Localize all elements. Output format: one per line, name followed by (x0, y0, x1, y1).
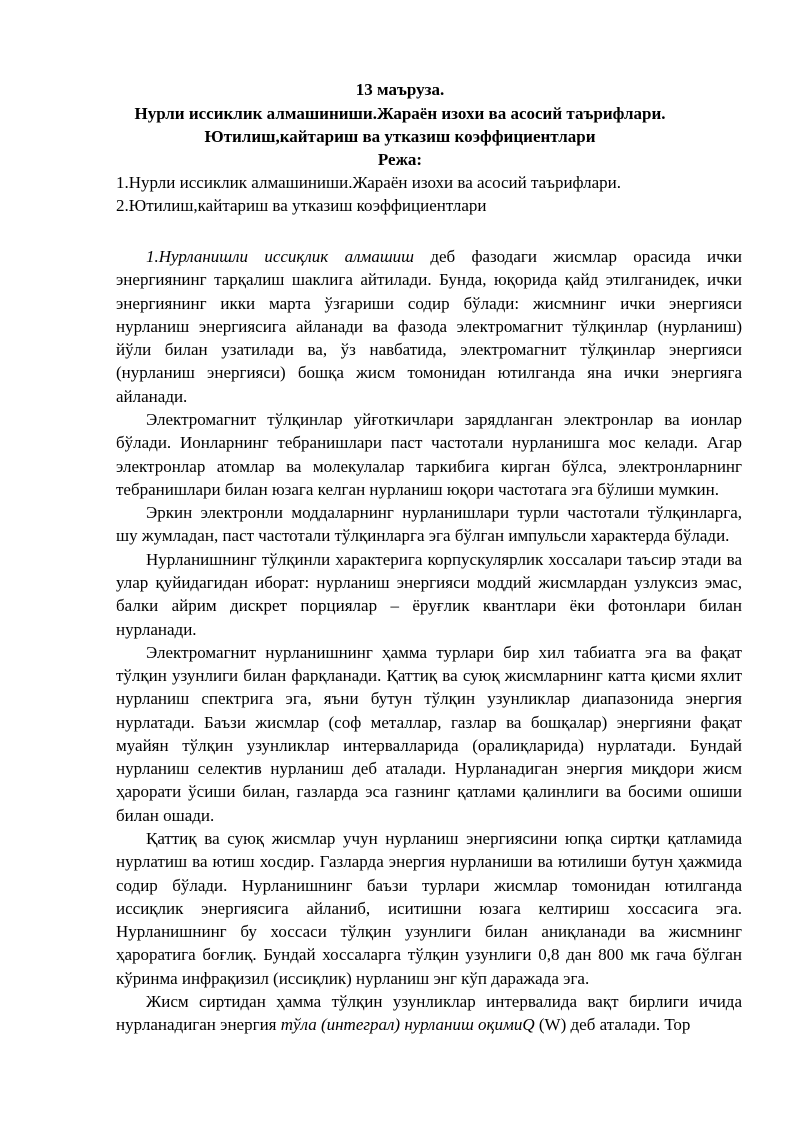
paragraph-2: Электромагнит тўлқинлар уйғоткичлари зарядланган электронлар ва ионлар бўлади. Ионларнинг тебранишлари паст частотали нурланишга мос келади. Агар электронлар атомлар ва молекулалар таркибига кирган бўлса, электронларнинг тебранишлари билан юзага келган нурланиш юқори частотага эга бўлиши мумкин. (116, 409, 742, 499)
paragraph-1-text: деб фазодаги жисмлар орасида ички энергиянинг тарқалиш шаклига айтилади. Бунда, юқорида қайд этилганидек, ички энергиянинг икки марта ўзгариши содир бўлади: жисмнинг ички энергияси нурланиш энергиясига айланади ва фазода электромагнит тўлқинлар (нурланиш) йўли билан узатилади ва, ўз навбатида, электромагнит тўлқинлар энергияси (нурланиш энергияси) бошқа жисм томонидан ютилганда яна ички энергияга айланади. (116, 247, 742, 406)
paragraph-5: Электромагнит нурланишнинг ҳамма турлари бир хил табиатга эга ва фақат тўлқин узунлиги билан фарқланади. Қаттиқ ва суюқ жисмларнинг катта қисми яхлит нурланиш спектрига эга, яъни бутун тўлқин узунликлар диапазонида энергия нурлатади. Баъзи жисмлар (соф металлар, газлар ва бошқалар) энергияни фақат муайян тўлқин узунликлар интервалларида (оралиқларида) нурлатади. Бундай нурланиш селектив нурланиш деб аталади. Нурланадиган энергия миқдори жисм ҳарорати ўсиши билан, газларда эса газнинг қатлами қалинлиги ва босими ошиши билан ошади. (116, 642, 742, 825)
lecture-title-line-1: Нурли иссиклик алмашиниши.Жараён изохи ва асосий таърифлари. (134, 104, 666, 123)
plan-item-2: 2.Ютилиш,кайтариш ва утказиш коэффициентлари (116, 196, 487, 215)
paragraph-7-text-end: (W) деб аталади. Тор (534, 1015, 691, 1035)
lecture-body (116, 245, 742, 1037)
paragraph-4: Нурланишнинг тўлқинли характерига корпускулярлик хоссалари таъсир этади ва улар қуйидагидан иборат: нурланиш энергияси моддий жисмлардан узлуксиз эмас, балки айрим дискрет порциялар – ёруғлик квантлари ёки фотонлари билан нурланади. (116, 549, 742, 639)
term-radiative-heat-exchange: 1.Нурланишли иссиқлик алмашиш (146, 247, 414, 266)
paragraph-7-text-start: Жисм сиртидан ҳамма тўлқин узунликлар интервалида вақт бирлиги ичида нурланадиган энергия (116, 992, 742, 1035)
paragraph-7 (116, 990, 742, 1037)
plan-item-1: 1.Нурли иссиклик алмашиниши.Жараён изохи ва асосий таърифлари. (116, 173, 622, 192)
paragraph-3: Эркин электронли моддаларнинг нурланишлари турли частотали тўлқинларга, шу жумладан, паст частотали тўлқинларга эга бўлган импульсли характерда бўлади. (116, 503, 742, 546)
paragraph-1 (116, 245, 742, 408)
paragraph-6: Қаттиқ ва суюқ жисмлар учун нурланиш энергиясини юпқа сиртқи қатламида нурлатиш ва ютиш хосдир. Газларда энергия нурланиши ва ютилиши бутун ҳажмида содир бўлади. Нурланишнинг баъзи турлари жисмлар томонидан ютилганда иссиқлик энергиясига айланиб, иситишни юзага келтириш хоссасига эга. Нурланишнинг бу хоссаси тўлқин узунлиги билан аниқланади ва жисмнинг ҳароратига боғлиқ. Бундай хоссаларга тўлқин узунлиги 0,8 дан 800 мк гача бўлган кўринма инфрақизил (иссиқлик) нурланиш энг кўп даражада эга. (116, 829, 742, 988)
lecture-title-line-2: Ютилиш,кайтариш ва утказиш коэффициентлари (204, 127, 596, 146)
plan-heading: Режа: (377, 150, 423, 169)
term-total-radiation-flux: тўла (интеграл) нурланиш оқимиQ (280, 1015, 535, 1035)
lecture-number: 13 маъруза. (355, 80, 445, 99)
